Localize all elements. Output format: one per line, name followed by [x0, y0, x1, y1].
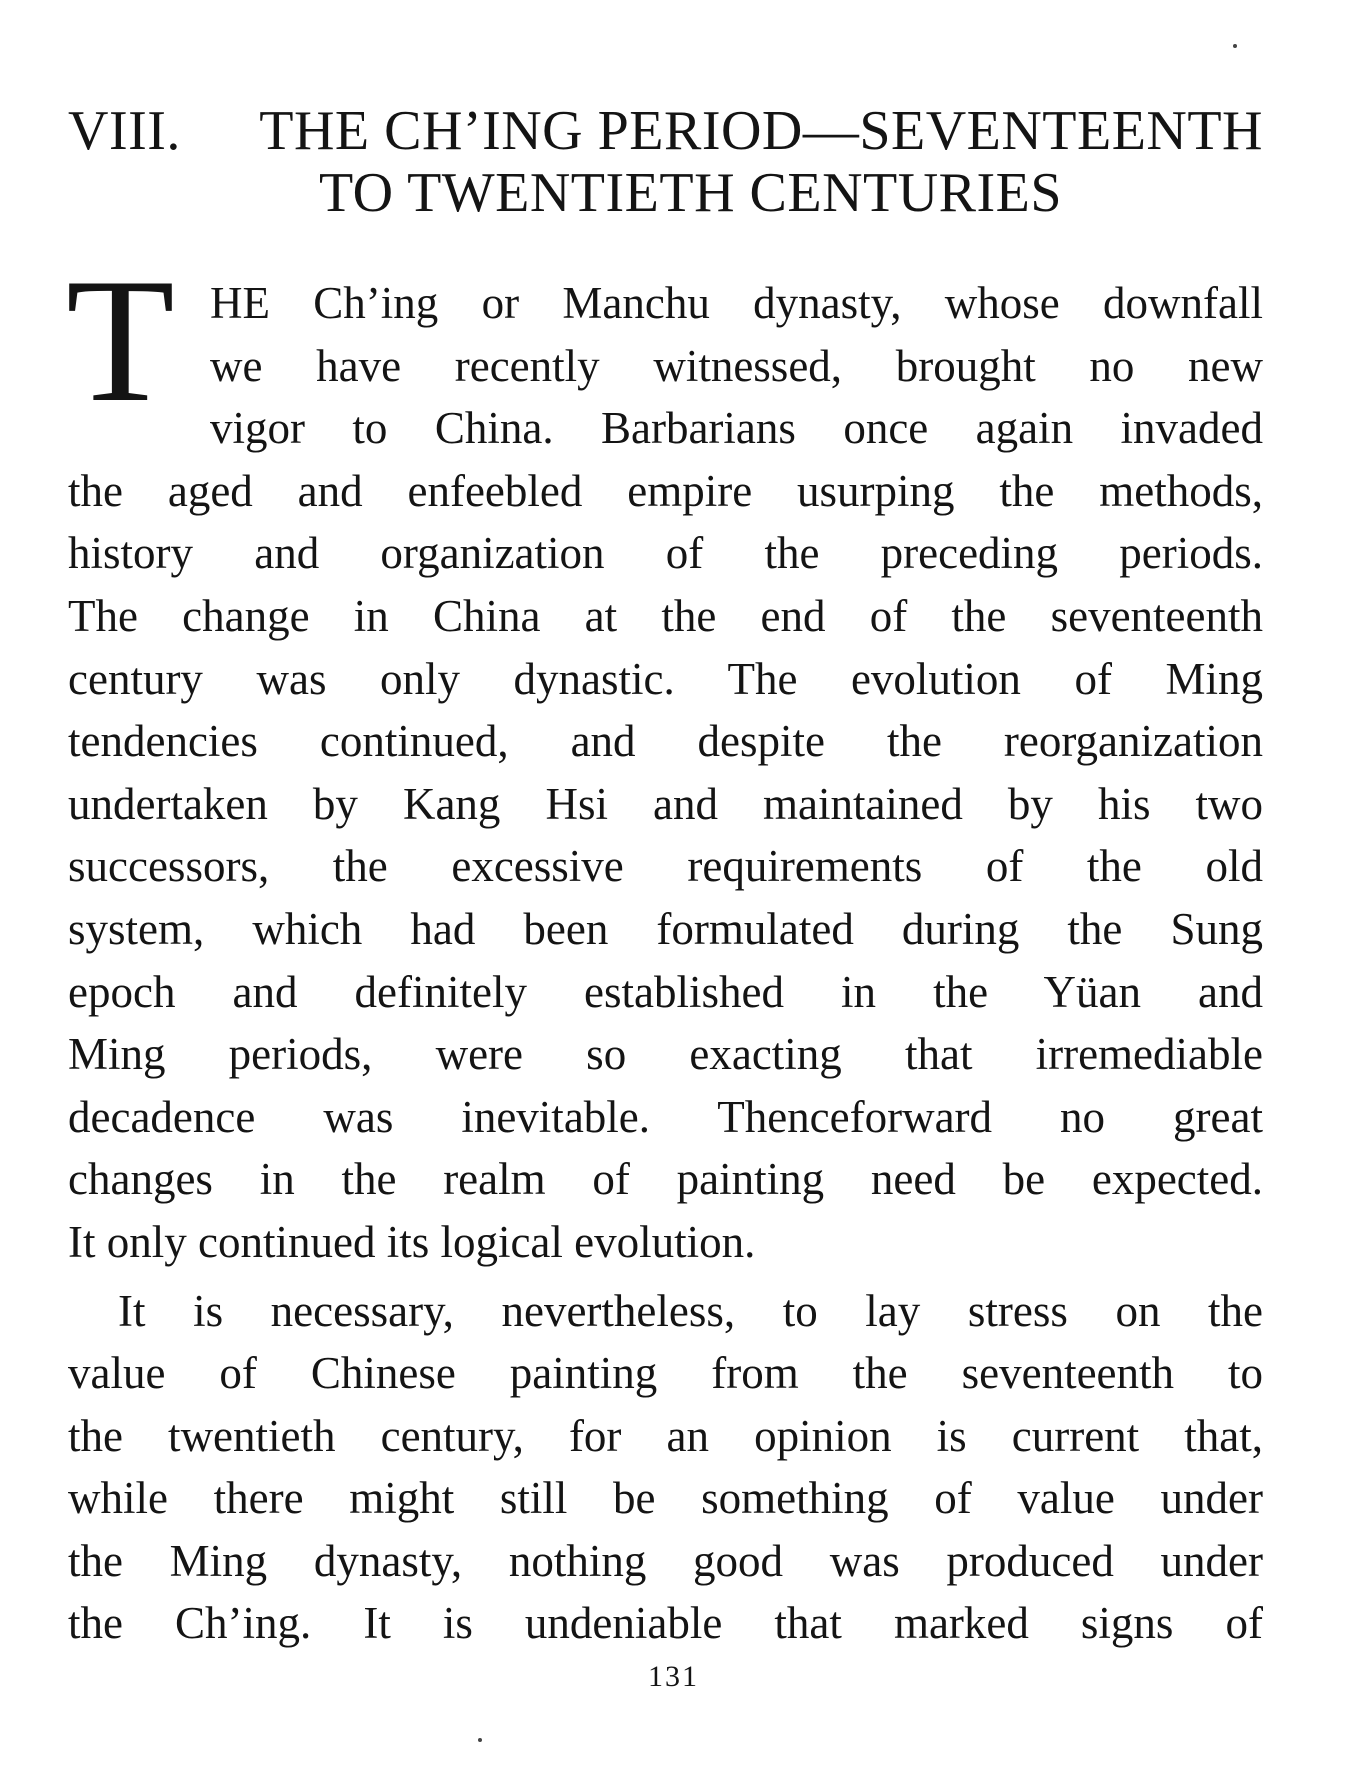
body-text: [68, 272, 1263, 1655]
text-line: The change in China at the end of the seventeenth: [68, 590, 1263, 641]
drop-cap-letter: T: [66, 241, 175, 439]
paragraph-1: [68, 272, 1263, 1274]
text-line: while there might still be something of value under: [68, 1473, 1263, 1524]
text-line: century was only dynastic. The evolution of Ming: [68, 653, 1263, 704]
page-number: 131: [648, 1660, 699, 1693]
text-line: the Ming dynasty, nothing good was produced under: [68, 1535, 1263, 1586]
text-line: decadence was inevitable. Thenceforward no great: [68, 1091, 1263, 1142]
text-line: It only continued its logical evolution.: [68, 1216, 756, 1267]
text-line: Ming periods, were so exacting that irremediable: [68, 1029, 1263, 1080]
text-line: the Ch’ing. It is undeniable that marked signs of: [68, 1598, 1263, 1649]
text-line: history and organization of the preceding periods.: [68, 528, 1263, 579]
text-line: the twentieth century, for an opinion is current that,: [68, 1410, 1263, 1461]
text-line: changes in the realm of painting need be expected.: [68, 1154, 1263, 1205]
chapter-title-line-1: THE CH’ING PERIOD—SEVENTEENTH: [259, 100, 1263, 162]
text-line: undertaken by Kang Hsi and maintained by his two: [68, 778, 1263, 829]
text-line: the aged and enfeebled empire usurping the methods,: [68, 465, 1263, 516]
print-speck: [478, 1738, 482, 1742]
text-line: value of Chinese painting from the seventeenth to: [68, 1348, 1263, 1399]
chapter-heading: [68, 100, 1263, 224]
text-line: we have recently witnessed, brought no new: [210, 340, 1263, 391]
text-line: epoch and definitely established in the Yüan and: [68, 966, 1263, 1017]
chapter-title-line-2: TO TWENTIETH CENTURIES: [318, 162, 1063, 224]
chapter-numeral: VIII.: [68, 100, 181, 162]
print-speck: [1233, 44, 1237, 48]
text-line: It is necessary, nevertheless, to lay stress on the: [118, 1285, 1263, 1336]
chapter-heading-line-1: [68, 100, 1263, 162]
text-line: HE Ch’ing or Manchu dynasty, whose downfall: [210, 278, 1263, 328]
paragraph-2: [68, 1280, 1263, 1656]
text-line: vigor to China. Barbarians once again invaded: [210, 403, 1263, 454]
text-line: tendencies continued, and despite the reorganization: [68, 716, 1263, 767]
text-line: successors, the excessive requirements of the old: [68, 841, 1263, 892]
text-line: system, which had been formulated during the Sung: [68, 903, 1263, 954]
